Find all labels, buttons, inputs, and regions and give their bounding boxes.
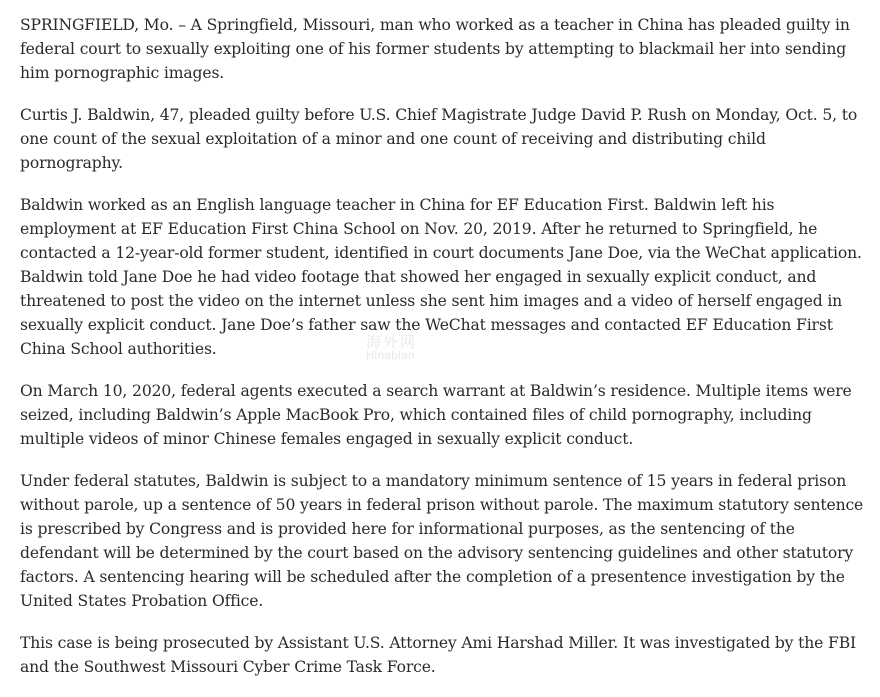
article-paragraph-search-warrant: On March 10, 2020, federal agents executed a search warrant at Baldwin’s residence. Multiple items were seized, including Baldwin’s Apple MacBook Pro, which contained files of child pornography, including multiple videos of minor Chinese females engaged in sexually explicit conduct. bbox=[20, 382, 852, 448]
article-paragraph-plea: Curtis J. Baldwin, 47, pleaded guilty before U.S. Chief Magistrate Judge David P. Rush on Monday, Oct. 5, to one count of the sexual exploitation of a minor and one count of receiving and distributing child pornography. bbox=[20, 106, 858, 172]
article-body bbox=[20, 13, 866, 697]
watermark-logo: 海外网 bbox=[366, 333, 418, 351]
article-paragraph-prosecution: This case is being prosecuted by Assistant U.S. Attorney Ami Harshad Miller. It was investigated by the FBI and the Southwest Missouri Cyber Crime Task Force. bbox=[20, 634, 857, 676]
watermark-text: Hinabian bbox=[366, 349, 415, 362]
article-paragraph-background: Baldwin worked as an English language teacher in China for EF Education First. Baldwin left his employment at EF Education First China School on Nov. 20, 2019. After he returned to Springfield, he contacted a 12-year-old former student, identified in court documents Jane Doe, via the WeChat application. Baldwin told Jane Doe he had video footage that showed her engaged in sexually explicit conduct, and threatened to post the video on the internet unless she sent him images and a video of herself engaged in sexually explicit conduct. Jane Doe’s father saw the WeChat messages and contacted EF Education First China School authorities. bbox=[20, 196, 862, 358]
article-paragraph-sentencing: Under federal statutes, Baldwin is subject to a mandatory minimum sentence of 15 years in federal prison without parole, up a sentence of 50 years in federal prison without parole. The maximum statutory sentence is prescribed by Congress and is provided here for informational purposes, as the sentencing of the defendant will be determined by the court based on the advisory sentencing guidelines and other statutory factors. A sentencing hearing will be scheduled after the completion of a presentence investigation by the United States Probation Office. bbox=[20, 472, 864, 610]
article-paragraph-dateline: SPRINGFIELD, Mo. – A Springfield, Missouri, man who worked as a teacher in China has pleaded guilty in federal court to sexually exploiting one of his former students by attempting to blackmail her into sending him pornographic images. bbox=[20, 16, 850, 82]
